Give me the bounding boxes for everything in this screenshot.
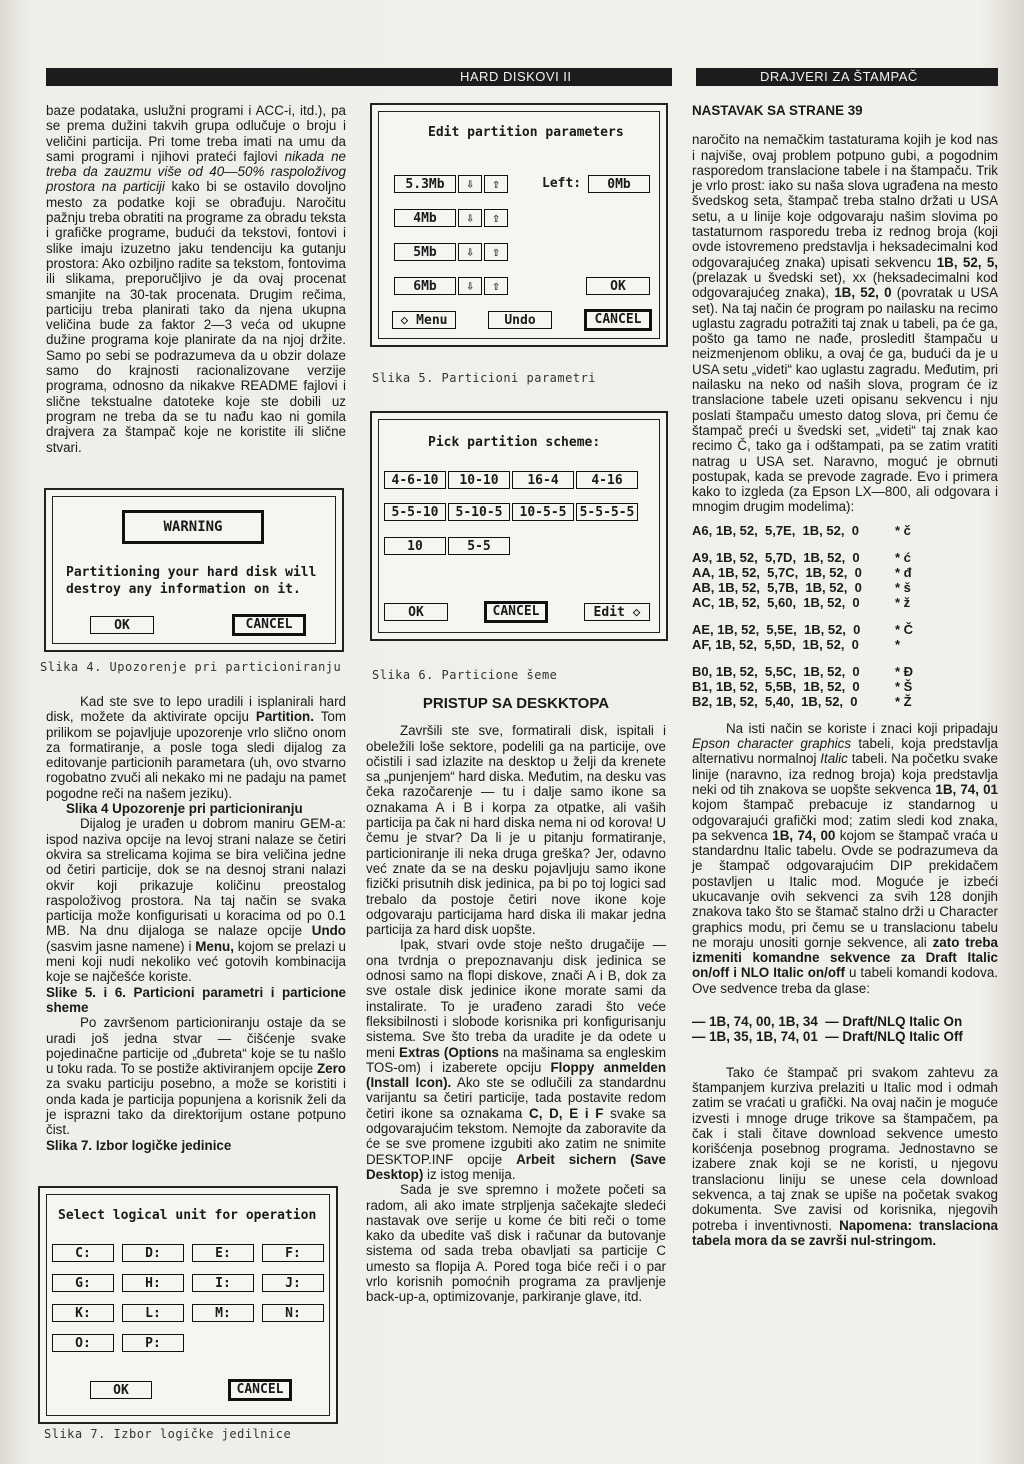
logical-unit-dialog-figure bbox=[38, 1186, 338, 1424]
text: Ako ste se odlučili za standardnu varijantu sa četiri particije, tada postavite redom četiri ikone sa oznakama bbox=[366, 1075, 666, 1121]
section-header-right bbox=[696, 68, 998, 86]
text: iz istog menija. bbox=[423, 1166, 516, 1182]
sequence-codes: A9, 1B, 52, 5,7D, 1B, 52, 0 bbox=[692, 549, 860, 565]
sequence-character: * ž bbox=[895, 594, 911, 610]
sequence-group bbox=[692, 664, 998, 709]
left-label: Left: bbox=[542, 176, 582, 191]
scheme-option-button[interactable]: 10-5-5 bbox=[512, 503, 574, 521]
sequence-codes: AB, 1B, 52, 5,7B, 1B, 52, 0 bbox=[692, 579, 862, 595]
sequence-row bbox=[692, 637, 998, 652]
warning-dialog-figure bbox=[44, 488, 344, 652]
ok-button[interactable]: OK bbox=[586, 277, 650, 295]
text: (sasvim jasne namene) i bbox=[46, 938, 196, 954]
arrow-up-button[interactable]: ⇧ bbox=[484, 209, 508, 227]
section-title-hard-disks: HARD DISKOVI II bbox=[460, 69, 572, 84]
scheme-option-button[interactable]: 16-4 bbox=[512, 471, 574, 489]
column-2-text bbox=[366, 696, 666, 1305]
text: (prelazak u švedski set), xx (heksadecimalni kod odgovarajućeg znaka), bbox=[692, 269, 998, 301]
warning-title-box: WARNING bbox=[122, 510, 264, 544]
sequence-character: * š bbox=[895, 579, 911, 595]
cancel-button[interactable]: CANCEL bbox=[228, 1379, 292, 1401]
text: u tabeli komandi kodova. Ove sedvence treba da glase: bbox=[692, 965, 998, 996]
sequence-row bbox=[692, 694, 998, 709]
figure-4-caption: Slika 4. Upozorenje pri particioniranju bbox=[40, 660, 342, 674]
arrow-up-button[interactable]: ⇧ bbox=[484, 243, 508, 261]
sequence-character: * Ž bbox=[895, 693, 912, 709]
menu-button[interactable]: ◇ Menu bbox=[392, 311, 456, 329]
ok-button[interactable]: OK bbox=[90, 1381, 152, 1399]
subheading: Slika 4 Upozorenje pri particioniranju bbox=[66, 801, 303, 817]
bold-text: Partition. bbox=[255, 709, 314, 725]
text: na mašinama sa engleskim TOS-om) i izaberete opciju bbox=[366, 1044, 666, 1075]
sequence-group bbox=[692, 622, 998, 652]
arrow-up-button[interactable]: ⇧ bbox=[484, 175, 508, 193]
undo-button[interactable]: Undo bbox=[488, 311, 552, 329]
paragraph bbox=[692, 1065, 998, 1249]
section-header-left bbox=[46, 68, 672, 86]
scheme-option-button[interactable]: 4-16 bbox=[576, 471, 638, 489]
text: Kad ste sve to lepo uradili i isplanirali hard disk, možete da aktivirate opciju bbox=[46, 694, 346, 725]
sequence-character: * Š bbox=[895, 678, 913, 694]
subheading: Slike 5. i 6. Particioni parametri i particione sheme bbox=[46, 984, 346, 1015]
text: (povratak u USA set). Na taj način će program po nailasku na recimo uglastu zagradu potražiti taj znak u tabeli, pa će ga, pošto ga tamo ne nađe, prosleditI štampaču u neizmenjenom obliku, a ovaj će ga, budući da je u USA setu „videti“ kao uglastu zagradu. Međutim, pri nailasku na neko od naših slova, program će iz translacione tabele uzeti opisanu sekvencu i nju poslati štampaču umesto datog slova, pri čemu će štampač preći u švedski set, „videti“ taj znak kao recimo Č, tako ga i odštampati, pa se zatim vratiti natrag u USA set. Naravno, moguć je obrnuti postupak, kada se prevode zagrade. Evo i primera kako to izgleda (za Epson LX—800, ali odgovara i mnogim drugim modelima): bbox=[692, 285, 998, 515]
subheading: Slika 7. Izbor logičke jedinice bbox=[46, 1137, 232, 1153]
logical-unit-button[interactable]: K: bbox=[52, 1304, 114, 1322]
logical-unit-button[interactable]: H: bbox=[122, 1274, 184, 1292]
cancel-button[interactable]: CANCEL bbox=[584, 309, 652, 331]
sequence-codes: B2, 1B, 52, 5,40, 1B, 52, 0 bbox=[692, 693, 858, 709]
sequence-row bbox=[692, 679, 998, 694]
logical-unit-button[interactable]: N: bbox=[262, 1304, 324, 1322]
continuation-heading: NASTAVAK SA STRANE 39 bbox=[692, 103, 863, 118]
bold-text: C, D, E i F bbox=[529, 1105, 604, 1121]
bold-text: 1B, 52, 0 bbox=[834, 285, 892, 301]
sequence-character: * bbox=[895, 636, 901, 652]
column-3-text bbox=[692, 103, 998, 1248]
partition-scheme-dialog-figure bbox=[370, 411, 668, 641]
text: Tako će štampač pri svakom zahtevu za štampanjem kurziva prelaziti u Italic mod i odmah zatim se vraćati u grafički. Na ovaj način je moguće izvesti i mnoge druge trikove sa štampačem, pa čak i stali čitave download sekvence umesto korišćenja posebnog programa. Jednostavno se izabere znak koji se ne koristi, u njegovu translacionu liniju se unese cela download sekvenca, a taj znak se upiše na početak svakog dokumenta. Sve zavisi od korisnika, njegovih potreba i inventivnosti. bbox=[692, 1064, 998, 1233]
logical-unit-button[interactable]: E: bbox=[192, 1244, 254, 1262]
italic-text: Italic bbox=[820, 751, 848, 767]
partition-parameters-dialog-figure bbox=[370, 103, 668, 347]
paragraph bbox=[46, 1015, 346, 1137]
paragraph bbox=[692, 132, 998, 514]
logical-unit-button[interactable]: L: bbox=[122, 1304, 184, 1322]
dialog-title: Select logical unit for operation bbox=[58, 1208, 317, 1223]
partition-size-4: 6Mb bbox=[394, 277, 456, 295]
paragraph bbox=[46, 103, 346, 455]
paragraph: Sada je sve spremno i možete početi sa radom, ali ako imate strpljenja sačekajte sledeći nastavak ove serije u kome će biti reči o tome kako da ubedite vaš disk i računar da butovanje sistema od sada treba obavljati sa particije C umesto sa flopija A. Pored toga biće reči i o par vrlo korisnih pomoćnih programa za pravljenje back-up-a, optimizovanje, parkiranje glave, itd. bbox=[366, 1182, 666, 1305]
sequence-codes: B0, 1B, 52, 5,5C, 1B, 52, 0 bbox=[692, 663, 860, 679]
scheme-option-button[interactable]: 5-5-5-5 bbox=[576, 503, 638, 521]
text: Tom prilikom se pojavljuje upozorenje vrlo slično onom za formatiranje, a posle toga sledi dijalog za editovanje particionih parametara (uh, ovo stvarno rogobatno zvuči ali nekako mi ne padaju na pamet pogodne reči na našem jeziku). bbox=[46, 709, 346, 801]
scheme-option-button[interactable]: 10-10 bbox=[448, 471, 510, 489]
cancel-button[interactable]: CANCEL bbox=[484, 601, 548, 623]
column-1-bottom bbox=[46, 694, 346, 1153]
sequence-character: * đ bbox=[895, 564, 912, 580]
text: Ipak, stvari ovde stoje nešto drugačije — ona tvrdnja o prepoznavanju disk jedinica se odnosi samo na flopi diskove, znači A i B, dok za sve ostale disk jedinice ikone morate sami da instalirate. To je urađeno zaradi što veće fleksibilnosti i slobode korisnika pri konfigurisanju sistema. Sve što treba da uradite je da odete u meni bbox=[366, 937, 666, 1060]
bold-text: 1B, 74, 01 bbox=[935, 781, 998, 797]
bold-text: Zero bbox=[316, 1061, 346, 1077]
warning-message-line-1: Partitioning your hard disk will bbox=[66, 565, 317, 580]
partition-size-3: 5Mb bbox=[394, 243, 456, 261]
text: kojom se štampač vraća u standardnu Italic tabelu. Ovde se podrazumeva da je štampač odgovarajućim DIP prekidačem postavljen u Italic mod. Moguće je izbeći ukucavanje ovih sekvenci za svih 128 donjih znakova tako što se štamač stalno drži u Character graphics modu, pri čemu se u translacionu tabelu ne moraju unositi gornje sekvence, ali bbox=[692, 827, 999, 950]
logical-unit-button[interactable]: D: bbox=[122, 1244, 184, 1262]
cancel-button[interactable]: CANCEL bbox=[232, 614, 306, 636]
section-title-printer-drivers: DRAJVERI ZA ŠTAMPAČ bbox=[760, 69, 918, 84]
paragraph bbox=[46, 816, 346, 984]
arrow-down-button[interactable]: ⇩ bbox=[458, 209, 482, 227]
sequence-row bbox=[692, 550, 998, 565]
sequence-codes: A6, 1B, 52, 5,7E, 1B, 52, 0 bbox=[692, 522, 859, 538]
dialog-title: Pick partition scheme: bbox=[428, 435, 601, 450]
text: tabeli, koja predstavlja alternativu normalnoj bbox=[692, 736, 999, 767]
text: Dijalog je urađen u dobrom maniru GEM-a: ispod naziva opcije na levoj strani nalaze se četiri okvira sa strelicama kojima se bira veličina jedne od četiri particije, dok se na desnoj strani nalazi okvir koji prikazuje količinu preostalog raspoloživog prostora. Na taj način se svaka particija može konfigurisati u koracima od po 0.1 MB. Na dnu dijaloga se nalaze opcije bbox=[46, 816, 346, 939]
bold-text: Arbeit sichern (Save Desktop) bbox=[366, 1151, 666, 1182]
arrow-down-button[interactable]: ⇩ bbox=[458, 243, 482, 261]
logical-unit-button[interactable]: I: bbox=[192, 1274, 254, 1292]
sequence-group bbox=[692, 523, 998, 538]
warning-message-line-2: destroy any information on it. bbox=[66, 582, 301, 597]
italic-text: Epson character graphics bbox=[692, 736, 852, 752]
sequence-row bbox=[692, 580, 998, 595]
logical-unit-button[interactable]: P: bbox=[122, 1334, 184, 1352]
scheme-option-button[interactable]: 5-5-10 bbox=[384, 503, 446, 521]
scheme-option-button[interactable]: 5-5 bbox=[448, 537, 510, 555]
paragraph: Završili ste sve, formatirali disk, ispitali i obeležili loše sektore, podelili ga na particije, ove očistili i sad izlazite na desktop u želji da krenete sa „punjenjem“ hard diska. Međutim, na desku vas čeka razočarenje — tu i dalje samo ikone sa oznakama A i B i korpa za otpatke, ali vaših particija pa čak ni hard diska nema ni od korova! U čemu je stvar? Da li je u pitanju formatiranje, particioniranje ili neka druga greška? Jer, odavno već znate da se na desku pojavljuju samo ikone fizički prisutnih disk jedinica, pa bi po toj logici sad trebalo da postoje četiri nove ikone koje odgovaraju particijama hard diska ili makar jedna particija za hard disk uopšte. bbox=[366, 723, 666, 938]
left-space-value: 0Mb bbox=[588, 175, 650, 193]
text: kojom se prelazi u meni koji nudi nekoliko već gotovih kombinacija koje se najčešće koriste. bbox=[46, 938, 347, 985]
logical-unit-button[interactable]: M: bbox=[192, 1304, 254, 1322]
text: baze podataka, uslužni programi i ACC-i, itd.), pa se prema dužini takvih grupa odlučuje o broju i veličini particija. Pri tome treba imati na umu da sami programi i njihovi prateći fajlovi bbox=[46, 103, 346, 164]
sequence-codes: AF, 1B, 52, 5,5D, 1B, 52, 0 bbox=[692, 636, 859, 652]
dialog-title: Edit partition parameters bbox=[428, 125, 624, 140]
sequence-character: * č bbox=[895, 522, 911, 538]
partition-size-2: 4Mb bbox=[394, 209, 456, 227]
logical-unit-button[interactable]: G: bbox=[52, 1274, 114, 1292]
bold-text: Menu, bbox=[195, 938, 234, 954]
text: naročito na nemačkim tastaturama kojih je kod nas i najviše, ovaj problem potpuno gubi, a pogodnim rasporedom translacione tabele i na štampaču. Trik je vrlo prost: iako su naša slova ugrađena na mesto švedskog seta, štampač treba stalno držati u USA setu, a u linije koje odgovaraju našim slovima po tastaturnom rasporedu treba iz rednog broja (koji ovde istovremeno predstavlja i heksadecimalni kod odgovarajućeg znaka) upisati sekvencu bbox=[692, 132, 998, 270]
logical-unit-button[interactable]: F: bbox=[262, 1244, 324, 1262]
edit-button[interactable]: Edit ◇ bbox=[584, 603, 650, 621]
paragraph bbox=[692, 721, 998, 996]
figure-6-caption: Slika 6. Particione šeme bbox=[372, 668, 558, 682]
text: za svaku particiju posebno, a može se koristiti i onda kada je particija popunjena a korisnik želi da je isprazni tako da direktorijum ostane potpuno čist. bbox=[46, 1076, 346, 1138]
command-sequence-on: — 1B, 74, 00, 1B, 34 — Draft/NLQ Italic On bbox=[692, 1014, 963, 1030]
sequence-codes: AA, 1B, 52, 5,7C, 1B, 52, 0 bbox=[692, 564, 862, 580]
text: tabeli. Na početku svake linije (naravno, iza rednog broja) koja predstavlja neki od tih znakova se uopšte sekvenca bbox=[692, 751, 998, 797]
sequence-row bbox=[692, 595, 998, 610]
italic-text: nikada ne treba da zauzmu više od 40—50% raspoloživog prostora na particiji bbox=[46, 148, 347, 195]
logical-unit-button[interactable]: O: bbox=[52, 1334, 114, 1352]
sequence-character: * Đ bbox=[895, 663, 914, 679]
column-1-top bbox=[46, 103, 346, 455]
sequence-codes: AE, 1B, 52, 5,5E, 1B, 52, 0 bbox=[692, 621, 861, 637]
sequence-group bbox=[692, 550, 998, 610]
arrow-down-button[interactable]: ⇩ bbox=[458, 175, 482, 193]
arrow-down-button[interactable]: ⇩ bbox=[458, 277, 482, 295]
sequence-codes: AC, 1B, 52, 5,60, 1B, 52, 0 bbox=[692, 594, 860, 610]
text: kojom štampač prebacuje iz standarnog u odgovarajući grafički mod; zatim sledi kod znaka, pa sekvenca bbox=[692, 797, 998, 843]
bold-text: Floppy anmelden (Install Icon). bbox=[366, 1059, 666, 1091]
arrow-up-button[interactable]: ⇧ bbox=[484, 277, 508, 295]
figure-5-caption: Slika 5. Particioni parametri bbox=[372, 371, 597, 385]
scheme-option-button[interactable]: 10 bbox=[384, 537, 446, 555]
logical-unit-button[interactable]: C: bbox=[52, 1244, 114, 1262]
scheme-option-button[interactable]: 4-6-10 bbox=[384, 471, 446, 489]
bold-text: 1B, 52, 5, bbox=[936, 254, 999, 270]
sequence-row bbox=[692, 523, 998, 538]
logical-unit-button[interactable]: J: bbox=[262, 1274, 324, 1292]
partition-size-1: 5.3Mb bbox=[394, 175, 456, 193]
figure-7-caption: Slika 7. Izbor logičke jedilnice bbox=[44, 1427, 292, 1441]
text: svake sa odgovarajućim tekstom. Nemojte da zaboravite da će se sve promene izgubiti ako zatim ne snimite DESKTOP.INF opcije bbox=[366, 1105, 666, 1167]
bold-text: Undo bbox=[311, 923, 346, 939]
ok-button[interactable]: OK bbox=[384, 603, 448, 621]
section-heading: PRISTUP SA DESKKTOPA bbox=[422, 695, 610, 712]
command-sequence-off: — 1B, 35, 1B, 74, 01 — Draft/NLQ Italic Off bbox=[692, 1029, 963, 1045]
sequence-row bbox=[692, 664, 998, 679]
text: kako bi se ostavilo dovoljno mesto za podatke koji se obrađuju. Naročitu pažnju treba obratiti na programe za obradu teksta i grafičke programe, budući da tekstovi, fontovi i slike imaju izuzetno jaku tendenciju ka gutanju prostora: Ako ozbiljno radite sa tekstom, fontovima ili slikama, preporučljivo je da ovaj procenat smanjite na 30-tak procenata. Drugim rečima, particiju treba planirati tako da njena ukupna veličina bude za faktor 2—3 veća od ukupne dužine programa koje planirate da na njoj držite. Samo po sebi se podrazumeva da u obzir dolaze samo do krajnosti racionalizovane verzije programa, odnosno da nikakve README fajlovi i slične tekstualne datoteke koje ste dobili uz program ne treba da se tu nađu kao ni gomila drajvera za štampač koje ne koristite ili slične stvari. bbox=[46, 179, 346, 455]
text: Na isti način se koriste i znaci koji pripadaju bbox=[726, 720, 998, 736]
text: Po završenom particioniranju ostaje da se uradi još jedna stvar — čišćenje svake pojedinačne particije od „đubreta“ koje se tu našlo u toku rada. To se postiže aktiviranjem opcije bbox=[46, 1015, 346, 1077]
paragraph bbox=[366, 937, 666, 1182]
ok-button[interactable]: OK bbox=[90, 616, 154, 634]
bold-text: Napomena: translaciona tabela mora da se završi nul-stringom. bbox=[692, 1217, 998, 1248]
scheme-option-button[interactable]: 5-10-5 bbox=[448, 503, 510, 521]
bold-text: Extras (Options bbox=[399, 1044, 499, 1060]
paragraph bbox=[46, 694, 346, 801]
sequence-character: * Č bbox=[895, 621, 914, 637]
sequence-character: * ć bbox=[895, 549, 911, 565]
bold-text: 1B, 74, 00 bbox=[772, 827, 836, 843]
bold-text: zato treba izmeniti komandne sekvence za Draft Italic on/off i NLO Italic on/off bbox=[692, 934, 998, 981]
sequence-row bbox=[692, 622, 998, 637]
sequence-codes: B1, 1B, 52, 5,5B, 1B, 52, 0 bbox=[692, 678, 860, 694]
sequence-row bbox=[692, 565, 998, 580]
